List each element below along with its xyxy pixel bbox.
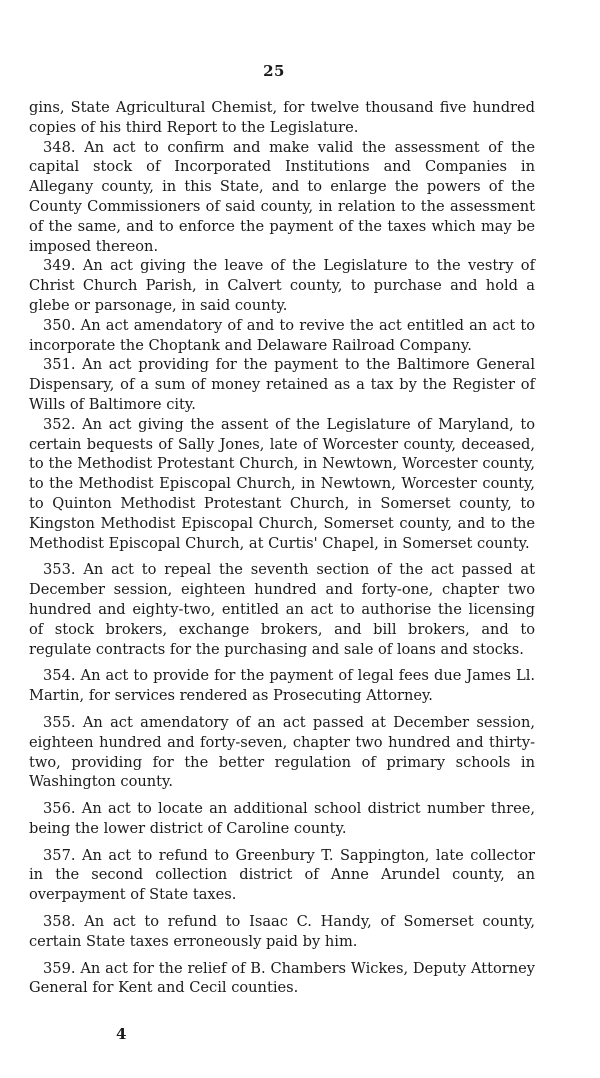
paragraph-act-358: 358. An act to refund to Isaac C. Handy, of Somerset county, certain State taxes erroneously paid by him. — [29, 913, 535, 950]
paragraph-act-356: 356. An act to locate an additional school district number three, being the lower district of Caroline county. — [29, 800, 535, 837]
paragraph-act-354: 354. An act to provide for the payment of legal fees due James Ll. Martin, for services rendered as Prosecuting Attorney. — [29, 667, 535, 705]
paragraph-act-348: 348. An act to confirm and make valid the assessment of the capital stock of Incorporated Institutions and Companies in Allegany county, in this State, and to enlarge the powers of the County Commissioners of said county, in relation to the assessment of the same, and to enforce the payment of the taxes which may be imposed thereon. — [29, 138, 535, 255]
paragraph-act-359: 359. An act for the relief of B. Chambers Wickes, Deputy Attorney General for Kent and Cecil counties. — [29, 959, 535, 997]
paragraph-act-357: 357. An act to refund to Greenbury T. Sappington, late collector in the second collection district of Anne Arundel county, an overpayment of State taxes. — [29, 846, 535, 904]
paragraph-act-350: 350. An act amendatory of and to revive the act entitled an act to incorporate the Choptank and Delaware Railroad Company. — [29, 316, 535, 354]
paragraph-act-349: 349. An act giving the leave of the Legislature to the vestry of Christ Church Parish, in Calvert county, to purchase and hold a glebe or parsonage, in said county. — [29, 257, 535, 314]
page-number: 25 — [263, 62, 285, 80]
paragraph-continuation: gins, State Agricultural Chemist, for twelve thousand five hundred copies of his third Report to the Legislature. — [29, 99, 535, 136]
page-body — [29, 98, 535, 998]
paragraph-act-353: 353. An act to repeal the seventh section of the act passed at December session, eighteen hundred and forty-one, chapter two hundred and eighty-two, entitled an act to authorise the licensing of stock brokers, exchange brokers, and bill brokers, and to regulate contracts for the purchasing and sale of loans and stocks. — [29, 561, 535, 658]
paragraph-act-355: 355. An act amendatory of an act passed at December session, eighteen hundred and forty-seven, chapter two hundred and thirty-two, providing for the better regulation of primary schools in Washington county. — [29, 713, 535, 791]
signature-mark: 4 — [116, 1025, 127, 1043]
paragraph-act-351: 351. An act providing for the payment to the Baltimore General Dispensary, of a sum of money retained as a tax by the Register of Wills of Baltimore city. — [29, 356, 535, 413]
paragraph-act-352: 352. An act giving the assent of the Legislature of Maryland, to certain bequests of Sally Jones, late of Worcester county, deceased, to the Methodist Protestant Church, in Newtown, Worcester county, to the Methodist Episcopal Church, in Newtown, Worcester county, to Quinton Methodist Protestant Church, in Somerset county, to Kingston Methodist Episcopal Church, Somerset county, and to the Methodist Episcopal Church, at Curtis' Chapel, in Somerset county. — [29, 415, 535, 552]
